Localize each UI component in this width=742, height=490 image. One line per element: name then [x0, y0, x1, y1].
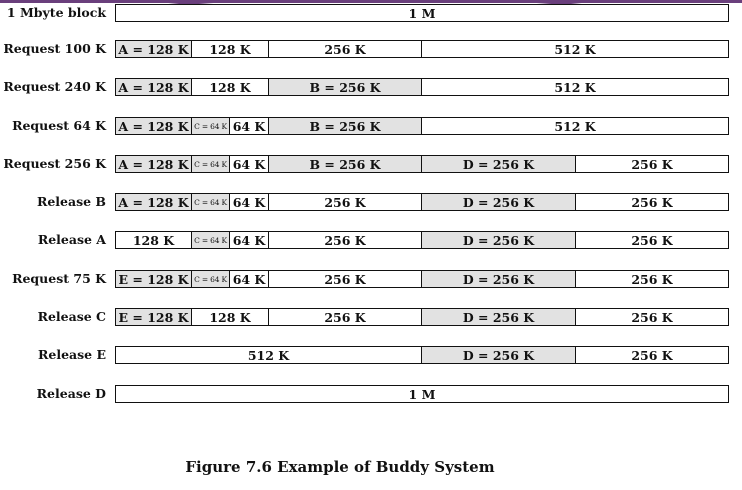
- free-block: 512 K: [421, 40, 729, 58]
- allocated-block: A = 128 K: [115, 40, 192, 58]
- memory-block-row: [115, 40, 729, 58]
- free-block: 64 K: [229, 193, 269, 211]
- free-block: 128 K: [191, 308, 269, 326]
- free-block: 256 K: [268, 308, 422, 326]
- free-block: 128 K: [191, 40, 269, 58]
- row-label: Request 256 K: [3, 156, 106, 171]
- row-label: Request 64 K: [12, 118, 106, 133]
- free-block: 256 K: [575, 231, 729, 249]
- free-block: 512 K: [115, 346, 422, 364]
- free-block: 128 K: [115, 231, 192, 249]
- free-block: 1 M: [115, 385, 729, 403]
- free-block: 256 K: [575, 193, 729, 211]
- free-block: 64 K: [229, 270, 269, 288]
- allocated-block: E = 128 K: [115, 270, 192, 288]
- free-block: 256 K: [575, 270, 729, 288]
- free-block: 64 K: [229, 231, 269, 249]
- row-label: Release B: [36, 194, 106, 209]
- free-block: 256 K: [575, 346, 729, 364]
- memory-block-row: [115, 385, 729, 403]
- free-block: 512 K: [421, 117, 729, 135]
- free-block: 256 K: [268, 231, 422, 249]
- memory-block-row: [115, 231, 729, 249]
- memory-block-row: [115, 193, 729, 211]
- free-block: 64 K: [229, 155, 269, 173]
- free-block: 256 K: [575, 155, 729, 173]
- allocated-block: D = 256 K: [421, 193, 576, 211]
- free-block: 256 K: [268, 40, 422, 58]
- allocated-block: A = 128 K: [115, 78, 192, 96]
- allocated-block: D = 256 K: [421, 155, 576, 173]
- allocated-block: D = 256 K: [421, 231, 576, 249]
- allocated-block: D = 256 K: [421, 308, 576, 326]
- allocated-block: B = 256 K: [268, 78, 422, 96]
- memory-block-row: [115, 308, 729, 326]
- allocated-block: C = 64 K: [191, 117, 230, 135]
- free-block: 64 K: [229, 117, 269, 135]
- row-label: Release E: [37, 347, 106, 362]
- memory-block-row: [115, 270, 729, 288]
- row-label: Request 75 K: [12, 271, 106, 286]
- free-block: 1 M: [115, 4, 729, 22]
- memory-block-row: [115, 117, 729, 135]
- row-label: Request 100 K: [3, 41, 106, 56]
- allocated-block: D = 256 K: [421, 346, 576, 364]
- allocated-block: C = 64 K: [191, 155, 230, 173]
- allocated-block: C = 64 K: [191, 231, 230, 249]
- row-label: Release A: [37, 232, 106, 247]
- allocated-block: C = 64 K: [191, 270, 230, 288]
- allocated-block: B = 256 K: [268, 155, 422, 173]
- row-label: Request 240 K: [3, 79, 106, 94]
- row-label: Release C: [37, 309, 106, 324]
- allocated-block: E = 128 K: [115, 308, 192, 326]
- free-block: 256 K: [268, 193, 422, 211]
- memory-block-row: [115, 346, 729, 364]
- allocated-block: A = 128 K: [115, 117, 192, 135]
- free-block: 512 K: [421, 78, 729, 96]
- memory-block-row: [115, 155, 729, 173]
- figure-caption: Figure 7.6 Example of Buddy System: [185, 458, 495, 476]
- memory-block-row: [115, 78, 729, 96]
- allocated-block: A = 128 K: [115, 193, 192, 211]
- free-block: 256 K: [575, 308, 729, 326]
- allocated-block: D = 256 K: [421, 270, 576, 288]
- memory-block-row: [115, 4, 729, 22]
- allocated-block: C = 64 K: [191, 193, 230, 211]
- allocated-block: A = 128 K: [115, 155, 192, 173]
- row-label: Release D: [36, 386, 106, 401]
- row-label: 1 Mbyte block: [6, 5, 106, 20]
- free-block: 256 K: [268, 270, 422, 288]
- free-block: 128 K: [191, 78, 269, 96]
- allocated-block: B = 256 K: [268, 117, 422, 135]
